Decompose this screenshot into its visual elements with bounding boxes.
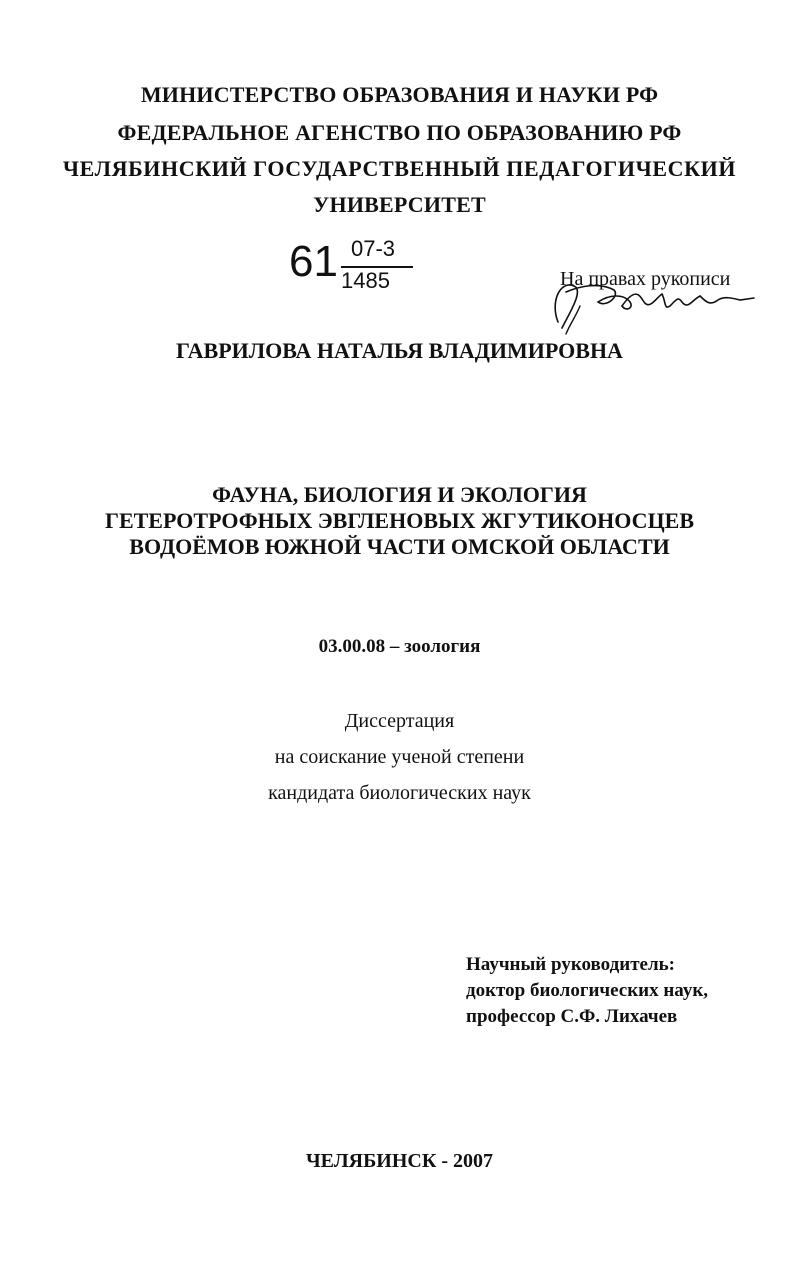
dissertation-title-line2: ГЕТЕРОТРОФНЫХ ЭВГЛЕНОВЫХ ЖГУТИКОНОСЦЕВ <box>104 508 695 533</box>
author-signature <box>540 272 760 336</box>
document-type: Диссертация <box>344 710 455 732</box>
university-heading-line1: ЧЕЛЯБИНСКИЙ ГОСУДАРСТВЕННЫЙ ПЕДАГОГИЧЕСКИЙ <box>62 156 737 181</box>
ministry-heading: МИНИСТЕРСТВО ОБРАЗОВАНИЯ И НАУКИ РФ <box>140 82 659 107</box>
degree-name: кандидата биологических наук <box>268 782 531 804</box>
dissertation-title-line3: ВОДОЁМОВ ЮЖНОЙ ЧАСТИ ОМСКОЙ ОБЛАСТИ <box>129 534 670 559</box>
author-name: ГАВРИЛОВА НАТАЛЬЯ ВЛАДИМИРОВНА <box>176 338 623 363</box>
registration-code-denominator: 1485 <box>341 268 390 293</box>
degree-purpose: на соискание ученой степени <box>274 746 525 768</box>
manuscript-rights-note: На правах рукописи <box>560 268 731 290</box>
registration-code <box>289 238 429 296</box>
supervisor-degree: доктор биологических наук, <box>466 980 709 1001</box>
registration-code-prefix: 61 <box>289 237 338 286</box>
city-year: ЧЕЛЯБИНСК - 2007 <box>305 1150 494 1172</box>
registration-code-numerator: 07-3 <box>351 236 396 261</box>
supervisor-block <box>466 952 708 1030</box>
signature-stroke-main <box>555 285 754 328</box>
signature-stroke-tail <box>566 306 580 334</box>
supervisor-name: профессор С.Ф. Лихачев <box>466 1006 678 1027</box>
specialty-code: 03.00.08 – зоология <box>318 636 481 657</box>
university-heading-line2: УНИВЕРСИТЕТ <box>313 192 486 217</box>
supervisor-label: Научный руководитель: <box>466 954 675 975</box>
agency-heading: ФЕДЕРАЛЬНОЕ АГЕНСТВО ПО ОБРАЗОВАНИЮ РФ <box>117 120 682 145</box>
dissertation-title-line1: ФАУНА, БИОЛОГИЯ И ЭКОЛОГИЯ <box>212 482 587 507</box>
